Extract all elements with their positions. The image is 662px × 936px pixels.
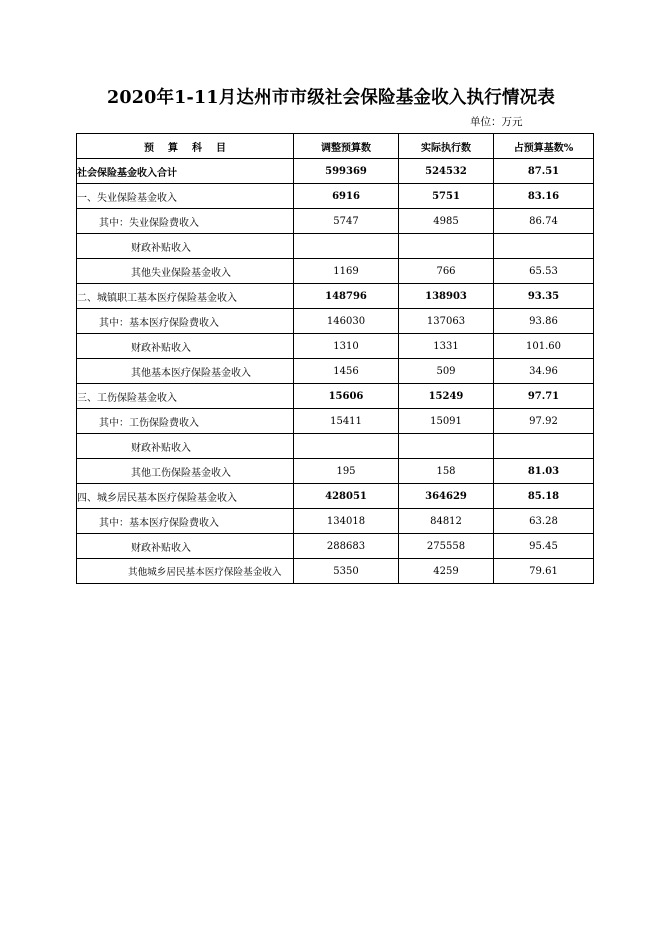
page-title: 2020年1-11月达州市市级社会保险基金收入执行情况表: [106, 88, 556, 108]
table-row: [77, 484, 594, 509]
row-budget: 134018: [294, 509, 399, 534]
row-percent: 63.28: [494, 509, 594, 534]
row-percent: [494, 234, 594, 259]
table-row: [77, 434, 594, 459]
row-actual: 524532: [399, 159, 494, 184]
row-actual: 137063: [399, 309, 494, 334]
row-name: 其中：工伤保险费收入: [77, 409, 294, 434]
row-name: 其他失业保险基金收入: [77, 259, 294, 284]
row-percent: 65.53: [494, 259, 594, 284]
row-name: 其中：基本医疗保险费收入: [77, 509, 294, 534]
header-budget: 调整预算数: [294, 134, 399, 159]
row-percent: 85.18: [494, 484, 594, 509]
table-header-row: [77, 134, 594, 159]
row-percent: 83.16: [494, 184, 594, 209]
row-actual: 84812: [399, 509, 494, 534]
header-actual: 实际执行数: [399, 134, 494, 159]
row-budget: 1456: [294, 359, 399, 384]
row-percent: 34.96: [494, 359, 594, 384]
table-row: [77, 159, 594, 184]
row-budget: 1169: [294, 259, 399, 284]
row-budget: 428051: [294, 484, 399, 509]
table-row: [77, 384, 594, 409]
header-percent: 占预算基数%: [494, 134, 594, 159]
table-row: [77, 309, 594, 334]
row-actual: 766: [399, 259, 494, 284]
row-percent: [494, 434, 594, 459]
row-actual: [399, 434, 494, 459]
row-name: 四、城乡居民基本医疗保险基金收入: [77, 484, 294, 509]
row-budget: 148796: [294, 284, 399, 309]
row-budget: 5747: [294, 209, 399, 234]
header-subject: 预算科目: [77, 134, 294, 159]
row-actual: [399, 234, 494, 259]
row-percent: 97.71: [494, 384, 594, 409]
table-row: [77, 534, 594, 559]
table-row: [77, 559, 594, 584]
row-percent: 93.35: [494, 284, 594, 309]
row-actual: 1331: [399, 334, 494, 359]
table-row: [77, 209, 594, 234]
table-row: [77, 409, 594, 434]
row-budget: [294, 234, 399, 259]
row-actual: 275558: [399, 534, 494, 559]
row-actual: 15249: [399, 384, 494, 409]
income-table: [76, 133, 594, 584]
table-row: [77, 184, 594, 209]
row-name: 财政补贴收入: [77, 434, 294, 459]
row-percent: 87.51: [494, 159, 594, 184]
row-percent: 95.45: [494, 534, 594, 559]
row-name: 财政补贴收入: [77, 234, 294, 259]
row-budget: 599369: [294, 159, 399, 184]
table-row: [77, 334, 594, 359]
table-row: [77, 359, 594, 384]
row-actual: 5751: [399, 184, 494, 209]
row-percent: 79.61: [494, 559, 594, 584]
row-actual: 138903: [399, 284, 494, 309]
row-name: 其他工伤保险基金收入: [77, 459, 294, 484]
row-budget: 288683: [294, 534, 399, 559]
row-actual: 15091: [399, 409, 494, 434]
row-percent: 81.03: [494, 459, 594, 484]
row-actual: 4259: [399, 559, 494, 584]
row-name: 财政补贴收入: [77, 534, 294, 559]
row-name: 一、失业保险基金收入: [77, 184, 294, 209]
row-name: 其他城乡居民基本医疗保险基金收入: [77, 559, 294, 584]
row-percent: 93.86: [494, 309, 594, 334]
row-name: 二、城镇职工基本医疗保险基金收入: [77, 284, 294, 309]
row-name: 三、工伤保险基金收入: [77, 384, 294, 409]
row-name: 其中：失业保险费收入: [77, 209, 294, 234]
row-percent: 97.92: [494, 409, 594, 434]
table-row: [77, 234, 594, 259]
row-budget: 5350: [294, 559, 399, 584]
row-name: 其中：基本医疗保险费收入: [77, 309, 294, 334]
row-budget: 146030: [294, 309, 399, 334]
row-budget: 15606: [294, 384, 399, 409]
row-percent: 86.74: [494, 209, 594, 234]
row-name: 财政补贴收入: [77, 334, 294, 359]
row-name: 其他基本医疗保险基金收入: [77, 359, 294, 384]
row-name: 社会保险基金收入合计: [77, 159, 294, 184]
row-percent: 101.60: [494, 334, 594, 359]
table-row: [77, 459, 594, 484]
row-actual: 364629: [399, 484, 494, 509]
row-budget: 6916: [294, 184, 399, 209]
row-actual: 158: [399, 459, 494, 484]
unit-label: 单位：万元: [470, 116, 523, 128]
table-row: [77, 284, 594, 309]
table-row: [77, 509, 594, 534]
row-budget: 15411: [294, 409, 399, 434]
row-budget: 195: [294, 459, 399, 484]
row-actual: 509: [399, 359, 494, 384]
row-budget: 1310: [294, 334, 399, 359]
row-budget: [294, 434, 399, 459]
table-row: [77, 259, 594, 284]
row-actual: 4985: [399, 209, 494, 234]
